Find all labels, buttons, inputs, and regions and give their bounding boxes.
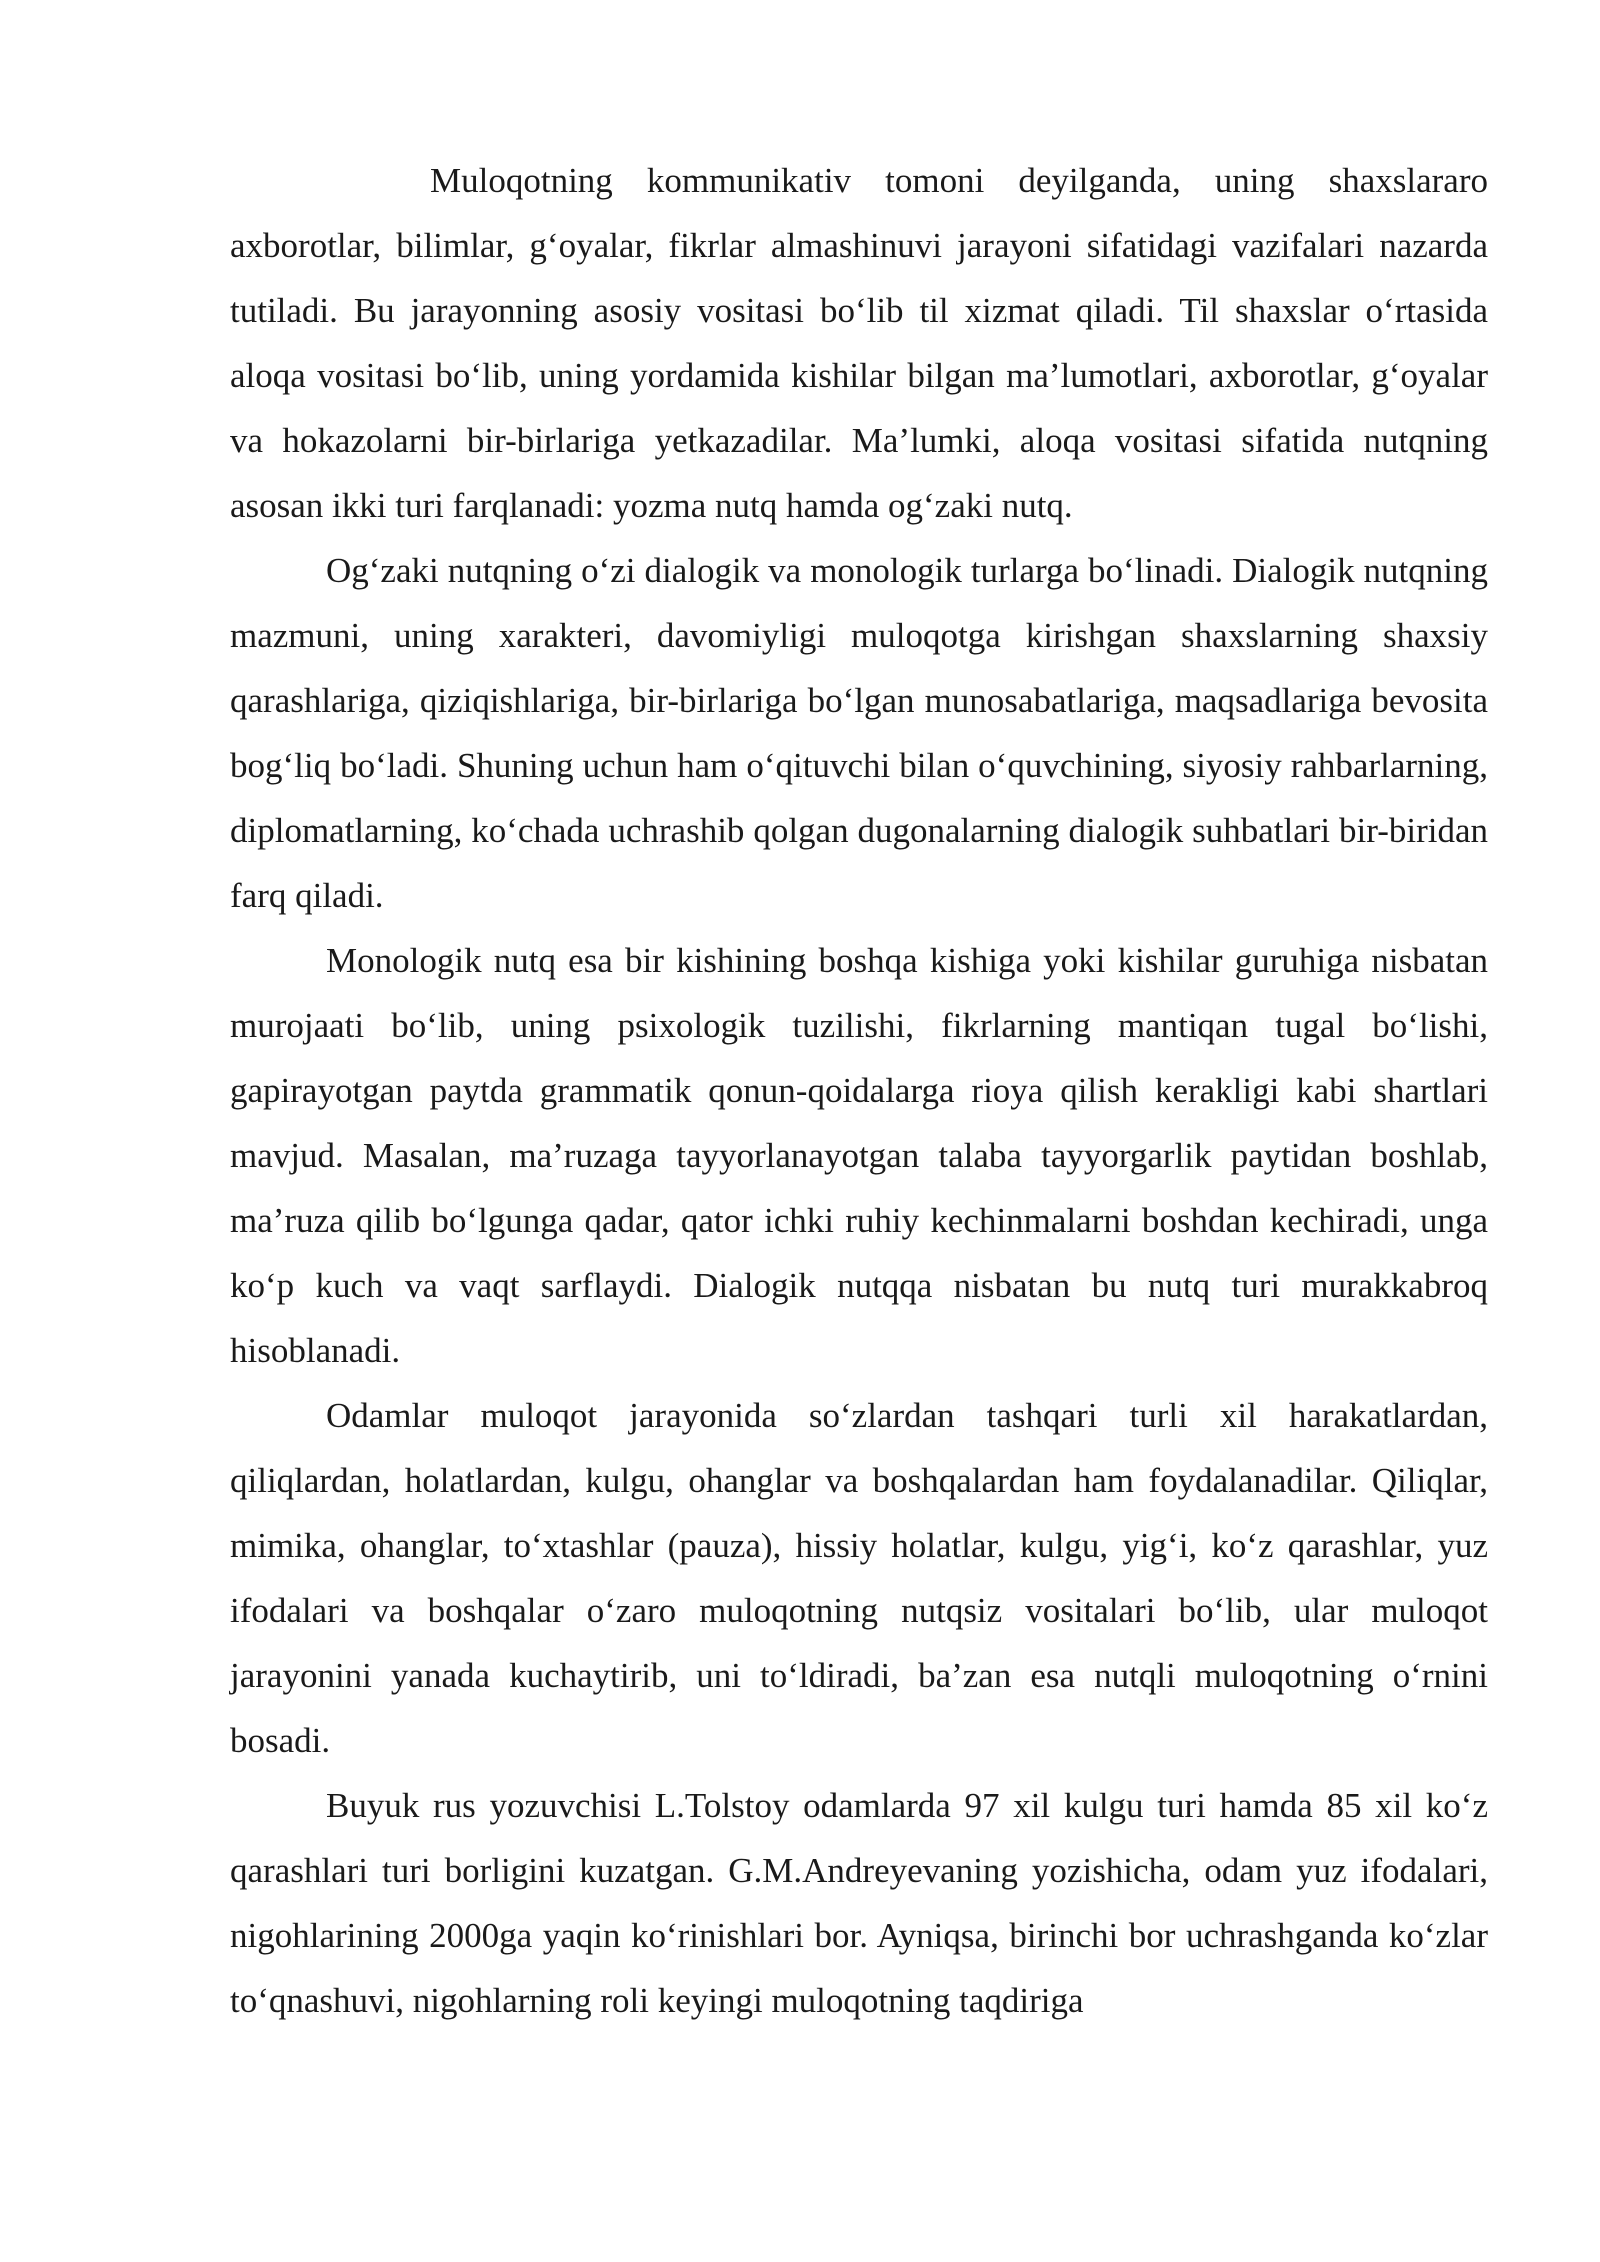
paragraph-2: Og‘zaki nutqning o‘zi dialogik va monologik turlarga bo‘linadi. Dialogik nutqning mazmuni, uning xarakteri, davomiyligi muloqotga kirishgan shaxslarning shaxsiy qarashlariga, qiziqishlariga, bir-birlariga bo‘lgan munosabatlariga, maqsadlariga bevosita bog‘liq bo‘ladi. Shuning uchun ham o‘qituvchi bilan o‘quvchining, siyosiy rahbarlarning, diplomatlarning, ko‘chada uchrashib qolgan dugonalarning dialogik suhbatlari bir-biridan farq qiladi. bbox=[230, 551, 1488, 915]
paragraph-5: Buyuk rus yozuvchisi L.Tolstoy odamlarda 97 xil kulgu turi hamda 85 xil ko‘z qarashlari turi borligini kuzatgan. G.M.Andreyevaning yozishicha, odam yuz ifodalari, nigohlarining 2000ga yaqin ko‘rinishlari bor. Ayniqsa, birinchi bor uchrashganda ko‘zlar to‘qnashuvi, nigohlarning roli keyingi muloqotning taqdiriga bbox=[230, 1786, 1488, 2020]
document-body bbox=[230, 148, 1488, 2033]
paragraph-1: Muloqotning kommunikativ tomoni deyilganda, uning shaxslararo axborotlar, bilimlar, g‘oyalar, fikrlar almashinuvi jarayoni sifatidagi vazifalari nazarda tutiladi. Bu jarayonning asosiy vositasi bo‘lib til xizmat qiladi. Til shaxslar o‘rtasida aloqa vositasi bo‘lib, uning yordamida kishilar bilgan ma’lumotlari, axborotlar, g‘oyalar va hokazolarni bir-birlariga yetkazadilar. Ma’lumki, aloqa vositasi sifatida nutqning asosan ikki turi farqlanadi: yozma nutq hamda og‘zaki nutq. bbox=[230, 161, 1488, 525]
paragraph-3: Monologik nutq esa bir kishining boshqa kishiga yoki kishilar guruhiga nisbatan murojaati bo‘lib, uning psixologik tuzilishi, fikrlarning mantiqan tugal bo‘lishi, gapirayotgan paytda grammatik qonun-qoidalarga rioya qilish kerakligi kabi shartlari mavjud. Masalan, ma’ruzaga tayyorlanayotgan talaba tayyorgarlik paytidan boshlab, ma’ruza qilib bo‘lgunga qadar, qator ichki ruhiy kechinmalarni boshdan kechiradi, unga ko‘p kuch va vaqt sarflaydi. Dialogik nutqqa nisbatan bu nutq turi murakkabroq hisoblanadi. bbox=[230, 941, 1488, 1370]
paragraph-4: Odamlar muloqot jarayonida so‘zlardan tashqari turli xil harakatlardan, qiliqlardan, holatlardan, kulgu, ohanglar va boshqalardan ham foydalanadilar. Qiliqlar, mimika, ohanglar, to‘xtashlar (pauza), hissiy holatlar, kulgu, yig‘i, ko‘z qarashlar, yuz ifodalari va boshqalar o‘zaro muloqotning nutqsiz vositalari bo‘lib, ular muloqot jarayonini yanada kuchaytirib, uni to‘ldiradi, ba’zan esa nutqli muloqotning o‘rnini bosadi. bbox=[230, 1396, 1488, 1760]
